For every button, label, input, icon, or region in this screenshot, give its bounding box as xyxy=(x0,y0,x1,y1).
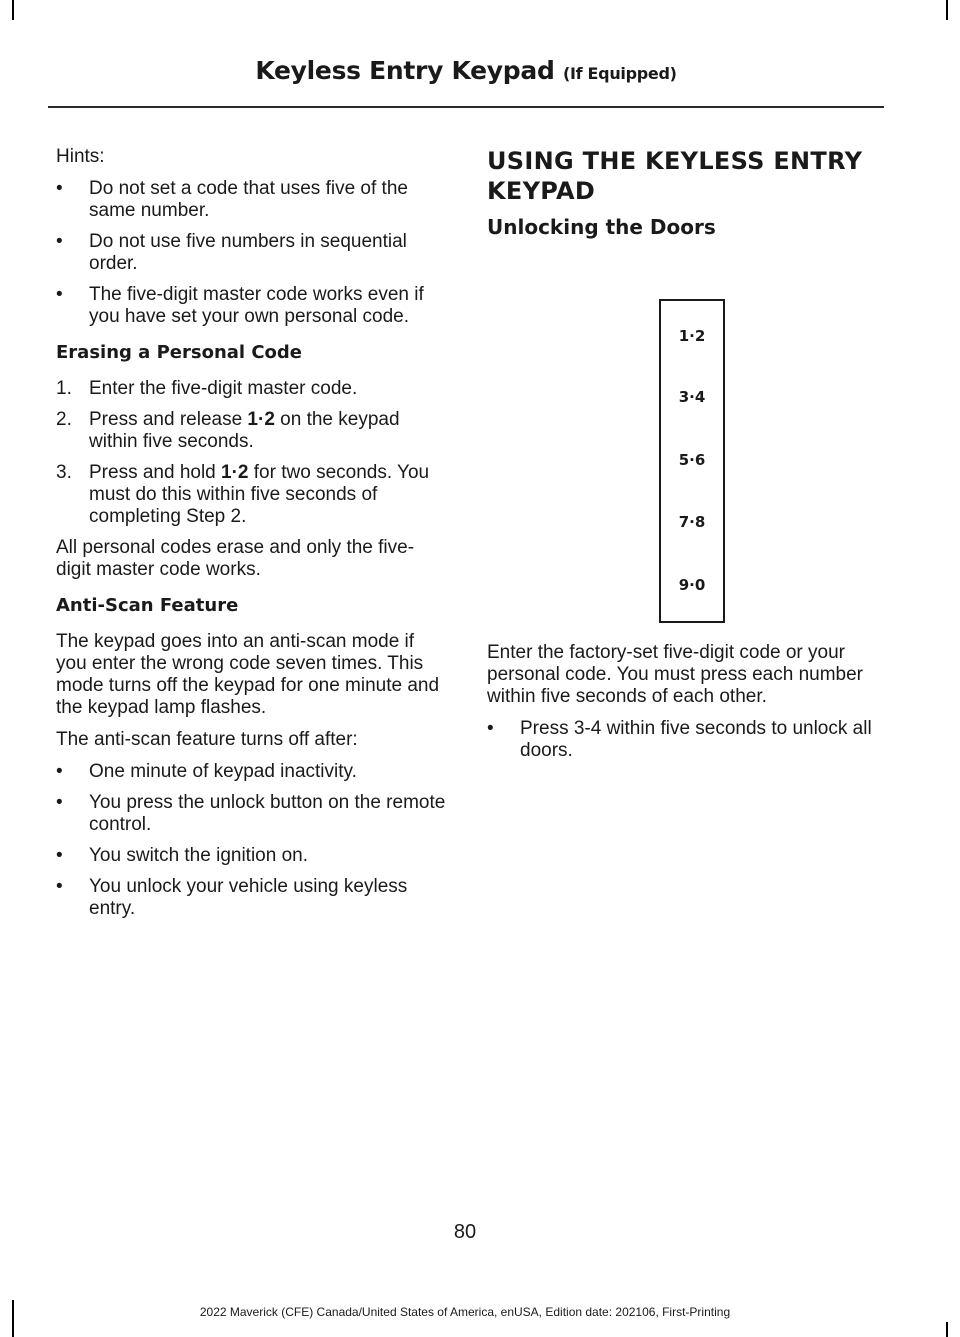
bullet: • xyxy=(56,845,63,866)
footer-edition: 2022 Maverick (CFE) Canada/United States of America, enUSA, Edition date: 202106, First-Printing xyxy=(199,1305,731,1319)
step-text xyxy=(89,462,448,528)
list-item xyxy=(487,718,887,762)
hints-list xyxy=(56,178,448,328)
erase-result: All personal codes erase and only the five-digit master code works. xyxy=(56,537,415,580)
list-item xyxy=(56,284,448,328)
unlock-list xyxy=(487,718,887,762)
step-number: 2. xyxy=(56,409,72,430)
crop-mark-top-right xyxy=(946,0,948,20)
keypad-illustration xyxy=(659,299,725,623)
keypad-key: 3·4 xyxy=(678,388,706,406)
step-number: 1. xyxy=(56,378,72,399)
list-item xyxy=(56,409,448,453)
antiscan-heading: Anti-Scan Feature xyxy=(56,595,239,616)
antiscan-paragraph: The keypad goes into an anti-scan mode if you enter the wrong code seven times. This mode turns off the keypad for one minute and the keypad lamp flashes. xyxy=(56,631,440,718)
bullet: • xyxy=(56,876,63,897)
bullet: • xyxy=(56,231,63,252)
list-item xyxy=(56,462,448,528)
header-divider xyxy=(48,106,884,108)
antiscan-off-list xyxy=(56,761,448,920)
hint-text: Do not use five numbers in sequential order. xyxy=(89,231,407,274)
list-item xyxy=(56,178,448,222)
bullet: • xyxy=(56,792,63,813)
list-item xyxy=(56,792,448,836)
keypad-key: 5·6 xyxy=(678,451,706,469)
step-text-part: Press and hold xyxy=(89,462,222,483)
hint-text: The five-digit master code works even if you have set your own personal code. xyxy=(89,284,424,327)
antiscan-item-text: You unlock your vehicle using keyless entry. xyxy=(89,876,408,919)
keypad-key-label: 1·2 xyxy=(247,409,275,430)
step-text-part: Enter the five-digit master code. xyxy=(89,378,358,399)
unlock-item-text: Press 3-4 within five seconds to unlock all doors. xyxy=(520,718,872,761)
antiscan-off-intro: The anti-scan feature turns off after: xyxy=(56,729,358,750)
erasing-steps xyxy=(56,378,448,528)
unlocking-heading: Unlocking the Doors xyxy=(487,215,716,239)
left-column xyxy=(56,146,448,929)
list-item xyxy=(56,761,448,783)
step-text-part: Press and release xyxy=(89,409,248,430)
erasing-heading: Erasing a Personal Code xyxy=(56,342,303,363)
page-header xyxy=(48,56,884,85)
section-heading: USING THE KEYLESS ENTRY KEYPAD xyxy=(487,147,863,205)
list-item xyxy=(56,876,448,920)
page-title-qualifier: (If Equipped) xyxy=(562,64,677,83)
bullet: • xyxy=(56,761,63,782)
keypad-key-label: 1·2 xyxy=(221,462,249,483)
keypad-instruction: Enter the factory-set five-digit code or your personal code. You must press each number within five seconds of each other. xyxy=(487,642,864,707)
bullet: • xyxy=(56,284,63,305)
step-text-part: on the keypad within five seconds. xyxy=(89,409,400,452)
step-text xyxy=(89,409,448,453)
antiscan-item-text: One minute of keypad inactivity. xyxy=(89,761,357,782)
keypad-key: 1·2 xyxy=(678,327,706,345)
step-text-part: for two seconds. You must do this within five seconds of completing Step 2. xyxy=(89,462,430,527)
antiscan-item-text: You press the unlock button on the remote control. xyxy=(89,792,446,835)
crop-mark-top-left xyxy=(12,0,14,20)
list-item xyxy=(56,845,448,867)
step-number: 3. xyxy=(56,462,72,483)
bullet: • xyxy=(56,178,63,199)
hint-text: Do not set a code that uses five of the same number. xyxy=(89,178,408,221)
page-number: 80 xyxy=(453,1221,477,1243)
crop-mark-bottom-right xyxy=(946,1322,948,1337)
bullet: • xyxy=(487,718,494,739)
list-item xyxy=(56,378,448,400)
step-text xyxy=(89,378,448,400)
keypad-key: 9·0 xyxy=(678,576,706,594)
hints-label: Hints: xyxy=(56,146,105,167)
keypad-key: 7·8 xyxy=(678,513,706,531)
page-title: Keyless Entry Keypad xyxy=(255,56,555,85)
antiscan-item-text: You switch the ignition on. xyxy=(89,845,309,866)
list-item xyxy=(56,231,448,275)
